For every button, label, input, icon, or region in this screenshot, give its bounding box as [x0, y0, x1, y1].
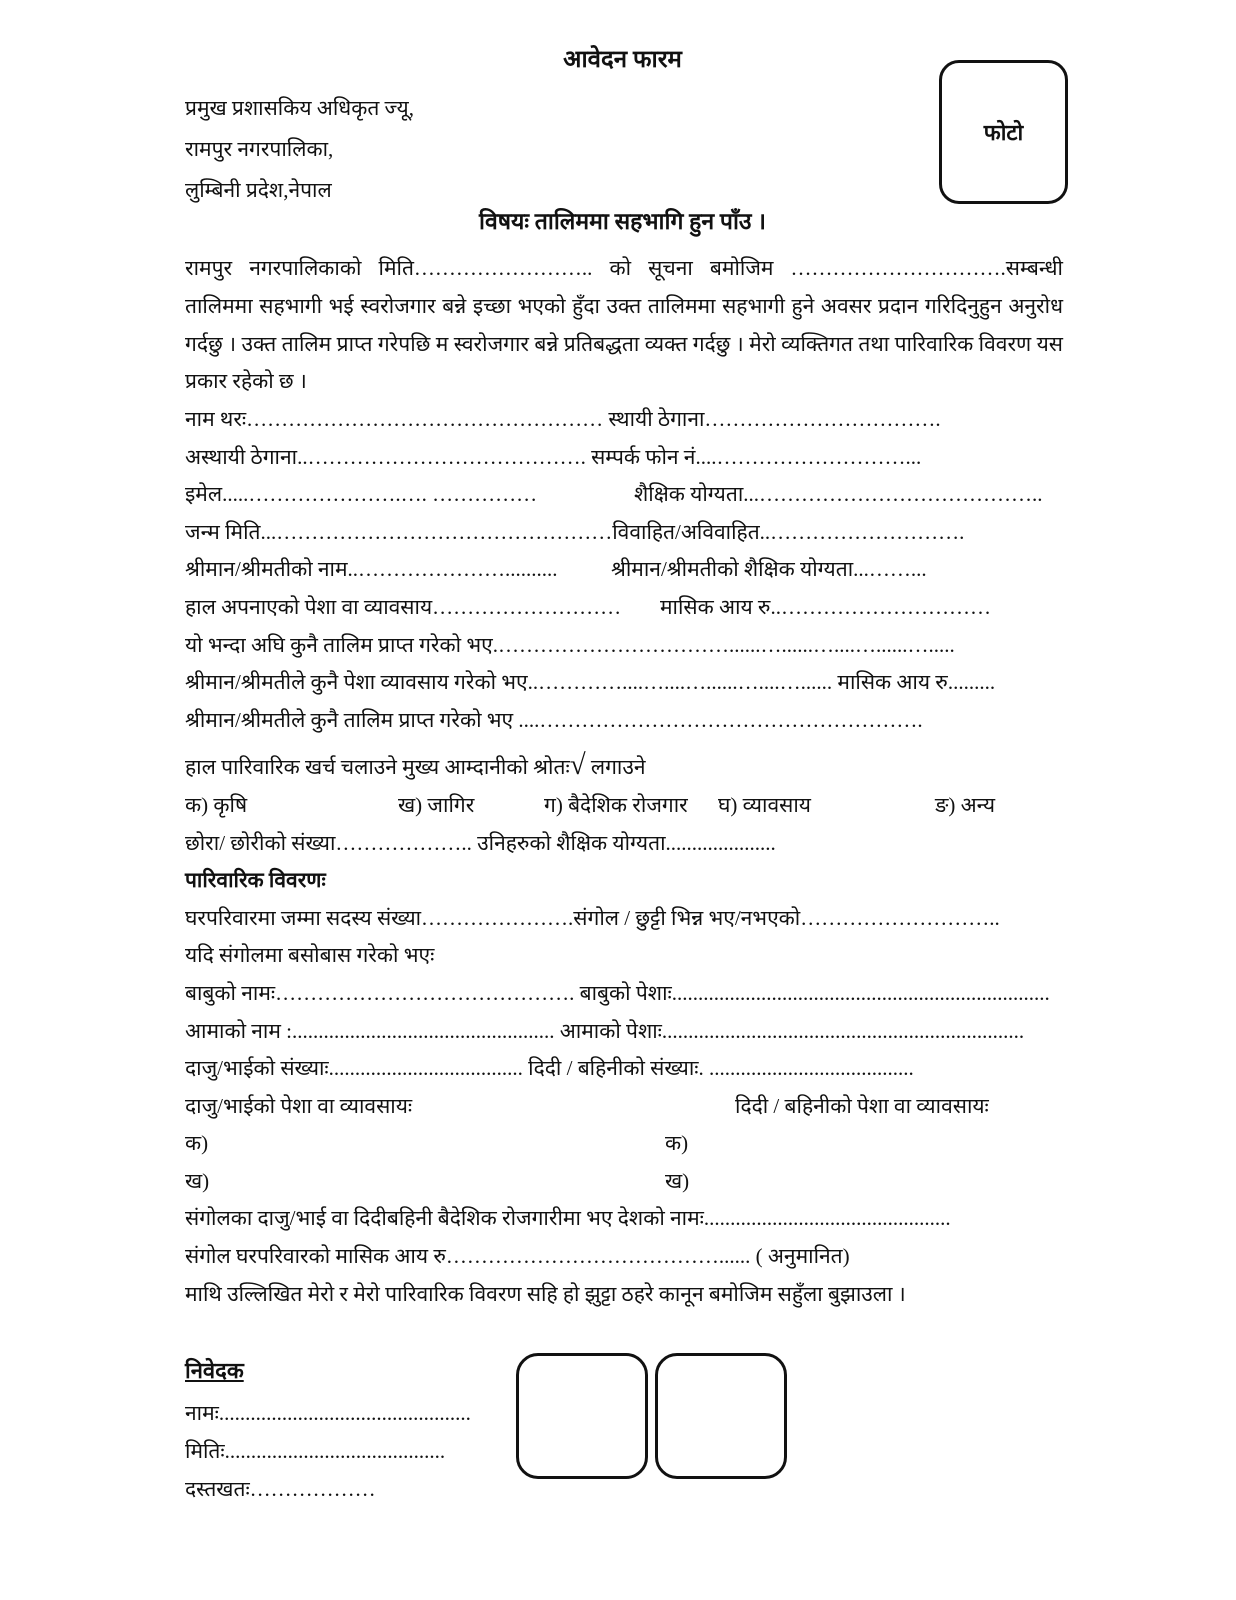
form-line-text: ख) जागिर — [398, 792, 475, 817]
field-brothers-sisters-count — [185, 1050, 1085, 1088]
form-line-text: लगाउने — [585, 755, 646, 780]
form-line-text: क) — [665, 1131, 689, 1156]
addressee-line: लुम्बिनी प्रदेश,नेपाल — [185, 178, 332, 202]
field-spouse-occupation-income — [185, 664, 1085, 702]
form-line-text: दाजु/भाईको संख्याः..................................... दिदी / बहिनीको संख्याः. ....................................... — [185, 1056, 914, 1081]
form-line-text: छोरा/ छोरीको संख्या……………….. उनिहरुको शैक्षिक योग्यता..................... — [185, 830, 776, 855]
addressee-line: रामपुर नगरपालिका, — [185, 137, 334, 161]
subject-line: विषयः तालिममा सहभागि हुन पाँउ । — [479, 209, 766, 234]
field-name-permanent-address — [185, 401, 1085, 439]
applicant-date-field: मितिः.......................................... — [185, 1439, 446, 1463]
form-line-text: श्रीमान/श्रीमतीको नाम..………………….......... — [185, 557, 558, 582]
form-line-text: घरपरिवारमा जम्मा सदस्य संख्या………………….संगोल / छुट्टी भिन्न भए/नभएको……………………….. — [185, 905, 1000, 930]
field-temp-address-phone — [185, 439, 1085, 477]
row-option-kha — [185, 1163, 1085, 1201]
form-line-text: दाजु/भाईको पेशा वा व्यावसायः — [185, 1093, 413, 1118]
stamp-box-right — [655, 1353, 787, 1479]
form-line-text: यो भन्दा अघि कुनै तालिम प्राप्त गरेको भए.……………………………......…......…....…......…..... — [185, 632, 955, 657]
form-line-text: ख) — [665, 1168, 690, 1193]
field-spouse-name-education — [185, 551, 1085, 589]
form-line-text: संगोल घरपरिवारको मासिक आय रु…………………………………...... ( अनुमानित) — [185, 1244, 850, 1269]
field-siblings-abroad-country — [185, 1200, 1085, 1238]
form-line-text: श्रीमान/श्रीमतीले कुनै पेशा व्यावसाय गरेको भए..…………....…....…......…....…...... मासिक आय रु......... — [185, 670, 996, 695]
form-line-text: दिदी / बहिनीको पेशा वा व्यावसायः — [735, 1093, 989, 1118]
form-line-text: बाबुको नामः……………………………………. बाबुको पेशाः........................................................................ — [185, 980, 1050, 1005]
applicant-signature-field: दस्तखतः……………… — [185, 1477, 376, 1501]
form-line-text: पारिवारिक विवरणः — [185, 868, 326, 893]
form-line-text: मासिक आय रु..………………………… — [660, 594, 991, 619]
field-occupation-income — [185, 589, 1085, 627]
intro-paragraph: रामपुर नगरपालिकाको मिति…………………….. को सूचना बमोजिम ………………………….सम्बन्धी तालिममा सहभागी भई स्वरोजगार बन्ने इच्छा भएको हुँदा उक्त तालिममा सहभागी हुने अवसर प्रदान गरिदिनुहुन अनुरोध गर्दछु । उक्त तालिम प्राप्त गरेपछि म स्वरोजगार बन्ने प्रतिबद्धता व्यक्त गर्दछु । मेरो व्यक्तिगत तथा पारिवारिक विवरण यस प्रकार रहेको छ । — [185, 256, 1063, 394]
field-mother-name-occupation — [185, 1013, 1085, 1051]
form-line-text: घ) व्यावसाय — [718, 792, 811, 817]
form-line-text: यदि संगोलमा बसोबास गरेको भएः — [185, 943, 435, 968]
applicant-name-field: नामः................................................ — [185, 1401, 471, 1425]
form-line-text: ग) बैदेशिक रोजगार — [544, 792, 688, 817]
form-line-text: क) कृषि — [185, 792, 248, 817]
page-title: आवेदन फारम — [563, 47, 682, 73]
label-income-source-tick — [185, 747, 1085, 787]
row-option-ka — [185, 1125, 1085, 1163]
form-line-text: नाम थरः…………………………………………… स्थायी ठेगाना……………………………. — [185, 407, 941, 431]
photo-box-label: फोटो — [983, 120, 1024, 145]
addressee-block — [185, 88, 785, 211]
form-line-text: ङ) अन्य — [935, 792, 996, 817]
field-previous-training — [185, 627, 1085, 665]
form-line-text: इमेल.....………………….…. …………… — [185, 482, 538, 507]
field-dob-marital — [185, 514, 1085, 552]
form-line-text: ख) — [185, 1168, 210, 1193]
label-if-joint-family — [185, 937, 1085, 975]
stamp-box-left — [516, 1353, 648, 1479]
form-line-text: श्रीमान/श्रीमतीको शैक्षिक योग्यता...……... — [611, 557, 927, 582]
form-line-text: संगोलका दाजु/भाई वा दिदीबहिनी बैदेशिक रोजगारीमा भए देशको नामः............................................... — [185, 1206, 951, 1231]
field-email-education — [185, 476, 1085, 514]
applicant-heading: निवेदक — [185, 1358, 244, 1383]
options-income-source — [185, 787, 1085, 825]
columns-sibling-occupation — [185, 1088, 1085, 1126]
declaration-line — [185, 1276, 1085, 1314]
form-line-text: क) — [185, 1131, 209, 1156]
heading-family-details — [185, 862, 1085, 900]
field-father-name-occupation — [185, 975, 1085, 1013]
form-lines — [185, 401, 1085, 1313]
addressee-line: प्रमुख प्रशासकिय अधिकृत ज्यू, — [185, 96, 414, 120]
field-joint-family-income — [185, 1238, 1085, 1276]
form-line-text: हाल अपनाएको पेशा वा व्यावसाय……………………… — [185, 594, 622, 619]
form-line-text: जन्म मिति...…………………………………………विवाहित/अविवाहित..………………………. — [185, 519, 965, 544]
form-line-text: √ — [569, 749, 586, 782]
form-line-text: माथि उल्लिखित मेरो र मेरो पारिवारिक विवरण सहि हो झुट्टा ठहरे कानून बमोजिम सहुँला बुझाउला । — [185, 1281, 906, 1306]
field-family-members-joint — [185, 900, 1085, 938]
form-line-text: आमाको नाम :.................................................. आमाको पेशाः..................................................................... — [185, 1018, 1025, 1043]
field-spouse-training — [185, 702, 1085, 740]
photo-box — [939, 60, 1068, 204]
form-line-text: श्रीमान/श्रीमतीले कुनै तालिम प्राप्त गरेको भए ....………………………………………………. — [185, 707, 923, 732]
form-line-text: अस्थायी ठेगाना..…………………………………. सम्पर्क फोन नं....………………………... — [185, 444, 922, 469]
field-children-count-education — [185, 825, 1085, 863]
form-line-text: हाल पारिवारिक खर्च चलाउने मुख्य आम्दानीको श्रोतः — [185, 755, 570, 780]
form-line-text: शैक्षिक योग्यता...………………………………….. — [634, 482, 1043, 507]
